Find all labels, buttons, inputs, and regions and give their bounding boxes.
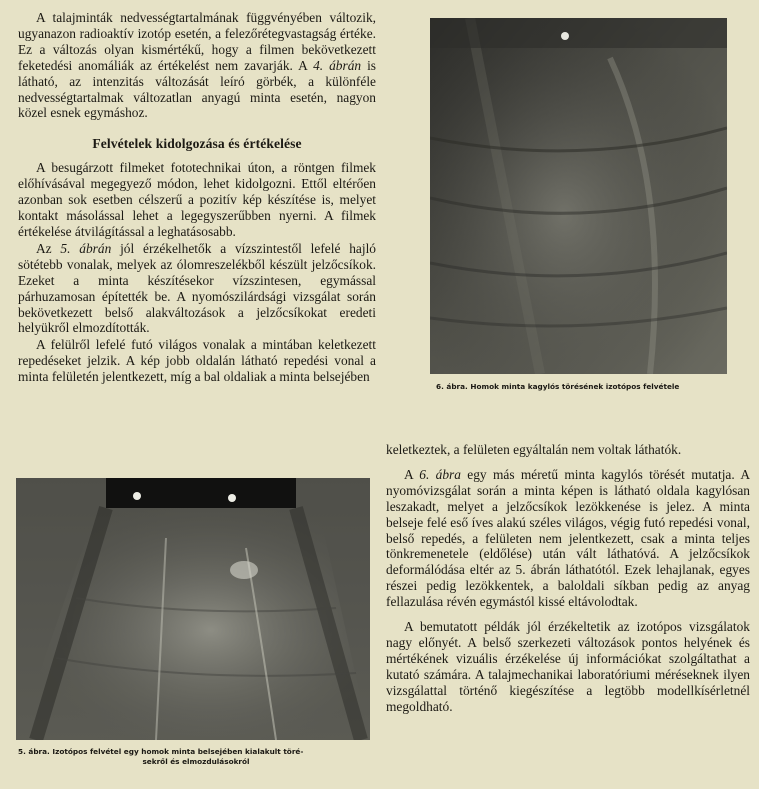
right-text-column [386,442,750,715]
paragraph: A 6. ábra egy más méretű minta kagylós törését mutatja. A nyomóvizsgálat során a minta képen is látható oldala kagylósan leszakadt, melyet a jelzőcsíkok lezökkenése is jelez. A minta belseje felé eső íves alakú széles világos, végig futó repedési vonal, belső repedés, a felületen nem jelentkezett, csak a minta teljes tönkremenetele (eldőlése) után vált láthatóvá. A jelzőcsíkok deformálódása eltér az 5. ábrán láthatótól. Ezek lehajlanak, egyes részei pedig lezökkentek, a baloldali síkban pedig az anyag fellazulása révén egymástól kissé eltávolodtak. [386,466,750,610]
paragraph: Az 5. ábrán jól érzékelhetők a vízszintestől lefelé hajló sötétebb vonalak, melyek az ólomreszelékből készült jelzőcsíkok. Ezeket a minta készítésekor vízszintesen, egymással párhuzamosan építették be. A nyomószilárdsági vizsgálat során bekövetkezett belső alakváltozások a jelzőcsíkokat eredeti helyükről elmozdították. [18,240,376,336]
paragraph: A felülről lefelé futó világos vonalak a mintában keletkezett repedéseket jelzik. A kép jobb oldalán látható repedési vonal a minta felületén jelentkezett, míg a bal oldaliak a minta belsejében [18,337,376,385]
paragraph: A besugárzott filmeket fototechnikai úton, a röntgen filmek előhívásával megegyező módon, lehet kidolgozni. Ettől eltérően azonban sok esetben célszerű a pozitív kép készítése is, melyet kontakt másolással lehet a legegyszerűbben nyerni. A filmek értékelése átvilágítással a leghatásosabb. [18,160,376,239]
paragraph: keletkeztek, a felületen egyáltalán nem voltak láthatók. [386,442,682,457]
paragraph: A talajminták nedvességtartalmának függvényében változik, ugyanazon radioaktív izotóp esetén, a felezőrétegvastagság értéke. Ez a változás olyan kismértékű, hogy a filmen bekövetkezett feketedési anomáliák az értékelést nem zavarják. A 4. ábrán is látható, az intenzitás változását leíró görbék, a különféle nedvességtartalmak változatlan anyagú minta esetén, nagyon közel esnek egymáshoz. [18,10,377,121]
figure-5-image [16,478,370,740]
figure-6-radiograph [430,18,727,374]
figure-reference: 6. ábra [419,466,461,482]
paragraph: A bemutatott példák jól érzékeltetik az izotópos vizsgálatok nagy előnyét. A belső szerkezeti változások pontos helyének és mértékének vizuális érzékelése új információkat szolgáltathat a kutató számára. A talajmechanikai laboratóriumi méréseknek ilyen vizsgálattal történő kiegészítése a legtöbb modellkísérletnél megoldható. [386,619,750,714]
figure-5-radiograph [16,478,370,740]
figure-reference: 4. ábrán [313,57,362,73]
figure-6-image [430,18,727,374]
section-heading: Felvételek kidolgozása és értékelése [92,136,302,152]
figure-5-caption: 5. ábra. Izotópos felvétel egy homok minta belsejében kialakult töré- sekről és elmozdulásokról [18,747,304,766]
figure-reference: 5. ábrán [60,240,112,256]
figure-6-caption: 6. ábra. Homok minta kagylós törésének izotópos felvétele [436,382,680,391]
left-text-column [18,10,376,385]
